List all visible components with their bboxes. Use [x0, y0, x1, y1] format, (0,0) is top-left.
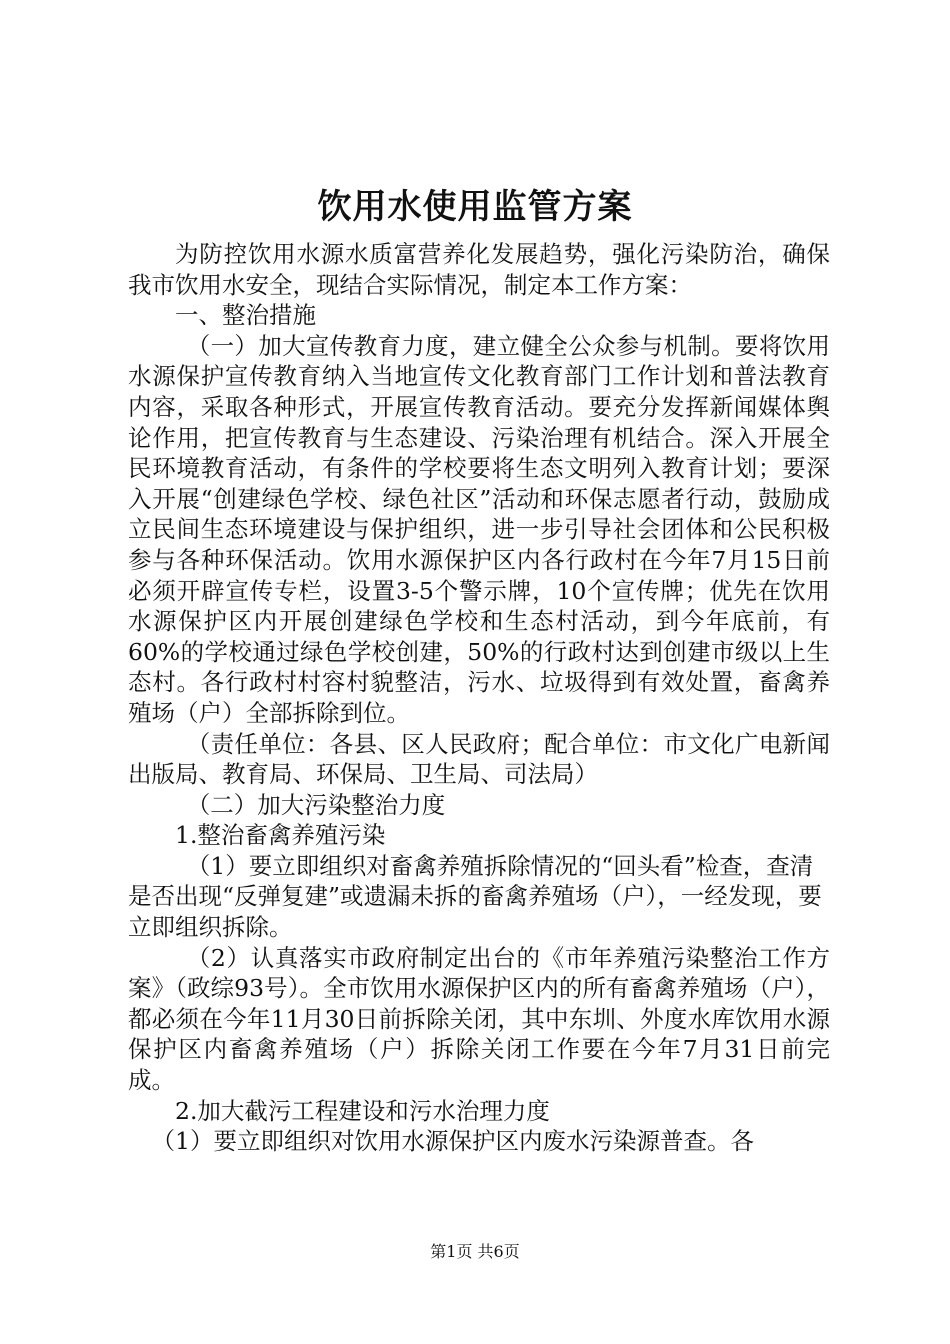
intro-paragraph: 为防控饮用水源水质富营养化发展趋势，强化污染防治，确保我市饮用水安全，现结合实际情况，制定本工作方案：: [128, 240, 830, 299]
item-heading: 1.整治畜禽养殖污染: [175, 821, 386, 850]
page-footer: 第1页 共6页: [430, 1242, 520, 1261]
item-paragraph: （2）认真落实市政府制定出台的《市年养殖污染整治工作方案》（政综93号）。全市饮用水源保护区内的所有畜禽养殖场（户），都必须在今年11月30日前拆除关闭，其中东圳、外度水库饮用水源保护区内畜禽养殖场（户）拆除关闭工作要在今年7月31日前完成。: [128, 943, 830, 1095]
item-paragraph: （1）要立即组织对畜禽养殖拆除情况的“回头看”检查，查清是否出现“反弹复建”或遗漏未拆的畜禽养殖场（户），一经发现，要立即组织拆除。: [128, 851, 822, 942]
item-heading: 2.加大截污工程建设和污水治理力度: [175, 1096, 550, 1125]
subsection-heading: （二）加大污染整治力度: [186, 790, 446, 819]
section-heading: 一、整治措施: [175, 301, 316, 330]
responsibility-paragraph: （责任单位：各县、区人民政府；配合单位：市文化广电新闻出版局、教育局、环保局、卫生局、司法局）: [128, 729, 830, 789]
measure-1-paragraph: （一）加大宣传教育力度，建立健全公众参与机制。要将饮用水源保护宣传教育纳入当地宣传文化教育部门工作计划和普法教育内容，采取各种形式，开展宣传教育活动。要充分发挥新闻媒体舆论作用，把宣传教育与生态建设、污染治理有机结合。深入开展全民环境教育活动，有条件的学校要将生态文明列入教育计划；要深入开展“创建绿色学校、绿色社区”活动和环保志愿者行动，鼓励成立民间生态环境建设与保护组织，进一步引导社会团体和公民积极参与各种环保活动。饮用水源保护区内各行政村在今年7月15日前必须开辟宣传专栏，设置3-5个警示牌，10个宣传牌；优先在饮用水源保护区内开展创建绿色学校和生态村活动，到今年底前，有60%的学校通过绿色学校创建，50%的行政村达到创建市级以上生态村。各行政村村容村貌整洁，污水、垃圾得到有效处置，畜禽养殖场（户）全部拆除到位。: [128, 331, 830, 727]
document-title: 饮用水使用监管方案: [317, 187, 633, 227]
document-body: [128, 239, 830, 1157]
item-paragraph: （1）要立即组织对饮用水源保护区内废水污染源普查。各: [151, 1127, 754, 1156]
